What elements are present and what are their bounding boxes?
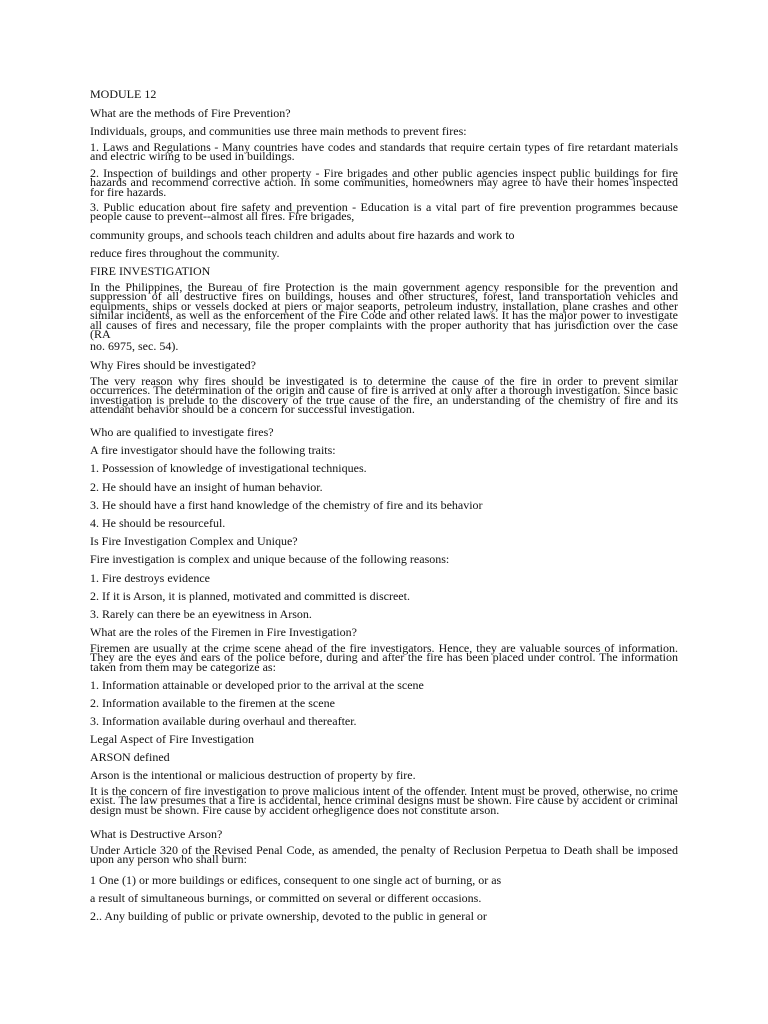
question-heading: What are the roles of the Firemen in Fire Investigation?: [90, 625, 357, 639]
text-line: Fire investigation is complex and unique because of the following reasons:: [90, 552, 450, 566]
question-heading: What is Destructive Arson?: [90, 827, 223, 841]
list-item: 1. Information attainable or developed prior to the arrival at the scene: [90, 678, 424, 692]
text-line: no. 6975, sec. 54).: [90, 339, 179, 353]
list-item: 1. Possession of knowledge of investigational techniques.: [90, 461, 367, 475]
question-heading: Who are qualified to investigate fires?: [90, 425, 274, 439]
question-heading: Is Fire Investigation Complex and Unique?: [90, 534, 298, 548]
list-item: 1 One (1) or more buildings or edifices, consequent to one single act of burning, or as: [90, 873, 502, 887]
text-line: a result of simultaneous burnings, or committed on several or different occasions.: [90, 891, 482, 905]
section-heading: ARSON defined: [90, 750, 170, 764]
paragraph: It is the concern of fire investigation to prove malicious intent of the offender. Intent must be proved, otherwise, no crime exist. The law presumes that a fire is accidental, hence criminal designs must be shown. Fire cause by accident or criminal design must be shown. Fire cause by accident orhegligence does not constitute arson.: [90, 784, 678, 817]
section-heading: FIRE INVESTIGATION: [90, 264, 211, 278]
list-item: 3. Information available during overhaul and thereafter.: [90, 714, 357, 728]
module-title: MODULE 12: [90, 87, 157, 101]
list-item: 3. Rarely can there be an eyewitness in Arson.: [90, 607, 312, 621]
text-line: A fire investigator should have the following traits:: [90, 443, 336, 457]
list-item: 1. Fire destroys evidence: [90, 571, 210, 585]
text-line: community groups, and schools teach children and adults about fire hazards and work to: [90, 228, 515, 242]
paragraph: 1. Laws and Regulations - Many countries have codes and standards that require certain types of fire retardant materials and electric wiring to be used in buildings.: [90, 140, 678, 164]
section-heading: Legal Aspect of Fire Investigation: [90, 732, 254, 746]
question-heading: Why Fires should be investigated?: [90, 358, 256, 372]
list-item: 2. He should have an insight of human behavior.: [90, 480, 323, 494]
paragraph: In the Philippines, the Bureau of fire Protection is the main government agency responsible for the prevention and suppression of all destructive fires on buildings, houses and other structures, forest, land transportation vehicles and equipments, ships or vessels docked at piers or major seaports, petroleum industry, installation, plane crashes and other similar incidents, as well as the enforcement of the Fire Code and other related laws. It has the major power to investigate all causes of fires and necessary, file the proper complaints with the proper authority that has jurisdiction over the case (RA: [90, 280, 678, 342]
paragraph: Under Article 320 of the Revised Penal Code, as amended, the penalty of Reclusion Perpetua to Death shall be imposed upon any person who shall burn:: [90, 843, 678, 867]
text-line: reduce fires throughout the community.: [90, 246, 280, 260]
text-line: Individuals, groups, and communities use three main methods to prevent fires:: [90, 124, 467, 138]
list-item: 2. If it is Arson, it is planned, motivated and committed is discreet.: [90, 589, 410, 603]
paragraph: The very reason why fires should be investigated is to determine the cause of the fire in order to prevent similar occurrences. The determination of the origin and cause of fire is arrived at only after a thorough investigation. Since basic investigation is prelude to the discovery of the true cause of the fire, an understanding of the chemistry of fire and its attendant behavior should be a concern for successful investigation.: [90, 374, 678, 417]
list-item: 4. He should be resourceful.: [90, 516, 226, 530]
paragraph: Firemen are usually at the crime scene ahead of the fire investigators. Hence, they are valuable sources of information. They are the eyes and ears of the police before, during and after the fire has been placed under control. The information taken from them may be categorize as:: [90, 641, 678, 674]
paragraph: 2. Inspection of buildings and other property - Fire brigades and other public agencies inspect public buildings for fire hazards and recommend corrective action. In some communities, homeowners may agree to have their homes inspected for fire hazards.: [90, 166, 678, 199]
list-item: 3. He should have a first hand knowledge of the chemistry of fire and its behavior: [90, 498, 483, 512]
text-line: Arson is the intentional or malicious destruction of property by fire.: [90, 768, 416, 782]
paragraph: 3. Public education about fire safety and prevention - Education is a vital part of fire prevention programmes because people cause to prevent--almost all fires. Fire brigades,: [90, 200, 678, 224]
list-item: 2. Information available to the firemen at the scene: [90, 696, 335, 710]
question-heading: What are the methods of Fire Prevention?: [90, 106, 291, 120]
list-item: 2.. Any building of public or private ownership, devoted to the public in general or: [90, 909, 487, 923]
